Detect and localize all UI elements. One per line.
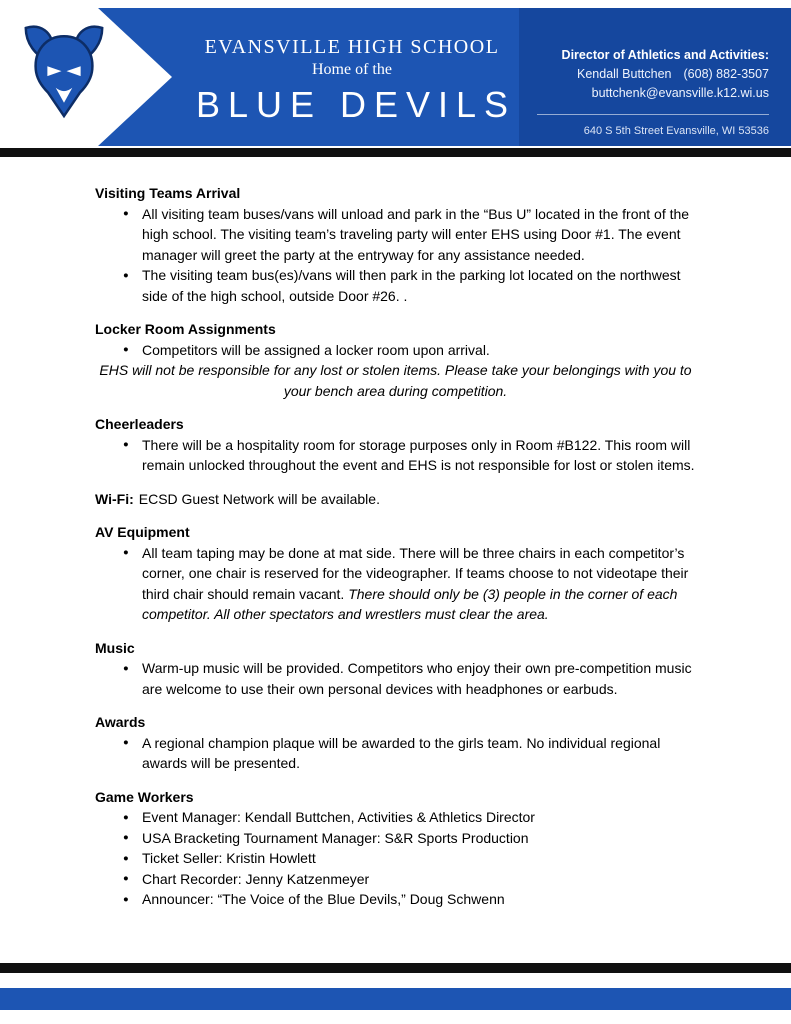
contact-title: Director of Athletics and Activities:: [561, 48, 769, 62]
bullet-list: [95, 733, 696, 774]
bullet-list: [95, 543, 696, 625]
section-heading: Locker Room Assignments: [95, 321, 276, 337]
contact-phone: (608) 882-3507: [683, 67, 769, 81]
section-heading: AV Equipment: [95, 524, 190, 540]
document-body: [0, 157, 791, 910]
bullet-item: [123, 889, 696, 910]
bullet-item: [123, 435, 696, 476]
blue-devil-mascot-icon: [14, 23, 114, 131]
bullet-text: Event Manager: Kendall Buttchen, Activities & Athletics Director: [142, 809, 535, 825]
doc-section: [95, 183, 696, 306]
bullet-item: [123, 265, 696, 306]
section-heading: Visiting Teams Arrival: [95, 185, 241, 201]
footer-black-bar: [0, 963, 791, 973]
section-inline-line: [95, 489, 696, 510]
bullet-text: USA Bracketing Tournament Manager: S&R Sports Production: [142, 829, 529, 846]
bullet-list: [95, 204, 696, 307]
doc-section: [95, 489, 696, 510]
section-heading: Cheerleaders: [95, 416, 184, 432]
bullet-text: Ticket Seller: Kristin Howlett: [142, 850, 316, 866]
footer-blue-bar: [0, 988, 791, 1010]
bullet-item: [123, 869, 696, 890]
section-note: EHS will not be responsible for any lost or stolen items. Please take your belongings with you to your bench area during competition.: [99, 362, 692, 399]
bullet-text: Warm-up music will be provided. Competitors who enjoy their own pre-competition music are welcome to use their own personal devices with headphones or earbuds.: [142, 660, 692, 697]
bullet-item: [123, 733, 696, 774]
header-banner: [0, 8, 791, 146]
logo-arrow-shape: [0, 8, 172, 146]
mascot-name: BLUE DEVILS: [195, 84, 517, 125]
bullet-list: [95, 435, 696, 476]
contact-email: buttchenk@evansville.k12.wi.us: [591, 86, 769, 100]
bullet-list: [95, 807, 696, 910]
section-heading: Wi-Fi:: [95, 490, 134, 507]
contact-name: Kendall Buttchen: [577, 67, 672, 81]
bullet-item: [123, 807, 696, 828]
bullet-item: [123, 340, 696, 361]
section-heading: Awards: [95, 714, 146, 730]
bullet-item: [123, 658, 696, 699]
doc-section: [95, 712, 696, 774]
section-heading: Music: [95, 639, 135, 656]
bullet-text: Competitors will be assigned a locker room upon arrival.: [142, 341, 490, 358]
bullet-text: There should only be (3) people in the corner of each competitor. All other spectators and wrestlers must clear the area.: [142, 585, 678, 622]
bullet-text: There will be a hospitality room for storage purposes only in Room #B122. This room will remain unlocked throughout the event and EHS is not responsible for lost or stolen items.: [142, 436, 695, 473]
section-inline-text: ECSD Guest Network will be available.: [138, 490, 380, 507]
section-heading: Game Workers: [95, 788, 194, 805]
doc-section: [95, 319, 696, 401]
doc-section: [95, 787, 696, 910]
bullet-item: [123, 828, 696, 849]
contact-divider: [537, 114, 769, 115]
school-title-block: [178, 36, 526, 126]
doc-section: [95, 522, 696, 625]
bullet-text: All visiting team buses/vans will unload and park in the “Bus U” located in the front of the high school. The visiting team’s traveling party will enter EHS using Door #1. The event manager will greet the party at the entryway for any assistance needed.: [142, 205, 690, 263]
bullet-text: The visiting team bus(es)/vans will then park in the parking lot located on the northwest side of the high school, outside Door #26. .: [142, 267, 681, 304]
contact-panel: [519, 8, 791, 146]
bullet-list: [95, 658, 696, 699]
bullet-list: [95, 340, 696, 361]
school-name: EVANSVILLE HIGH SCHOOL: [204, 36, 500, 58]
contact-address: 640 S 5th Street Evansville, WI 53536: [583, 125, 769, 137]
bullet-item: [123, 848, 696, 869]
header-divider-bar: [0, 148, 791, 157]
contact-name-phone: [537, 65, 769, 84]
doc-section: [95, 638, 696, 700]
school-tagline: Home of the: [312, 61, 392, 78]
bullet-text: All team taping may be done at mat side. There will be three chairs in each competitor’s corner, one chair is reserved for the videographer. If teams choose to not videotape their third chair should remain vacant.: [142, 544, 689, 602]
bullet-item: [123, 543, 696, 625]
doc-section: [95, 414, 696, 476]
bullet-text: A regional champion plaque will be awarded to the girls team. No individual regional awards will be presented.: [142, 734, 661, 771]
bullet-text: Announcer: “The Voice of the Blue Devils,” Doug Schwenn: [142, 891, 505, 907]
bullet-text: Chart Recorder: Jenny Katzenmeyer: [142, 870, 370, 887]
bullet-item: [123, 204, 696, 266]
